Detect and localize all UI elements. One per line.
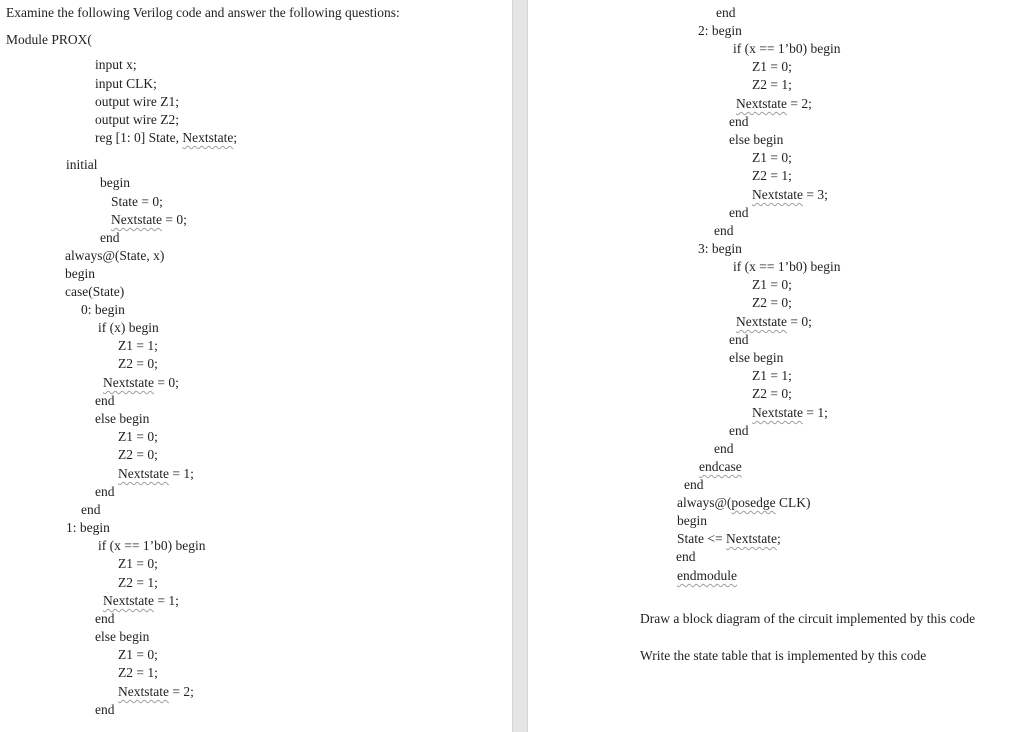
right-code-line: 2: begin [698, 23, 742, 38]
left-code-line: begin [100, 175, 130, 190]
right-code-line: Z1 = 1; [752, 368, 792, 383]
question-block-diagram: Draw a block diagram of the circuit implemented by this code [640, 611, 976, 626]
right-code-line: end [716, 5, 736, 20]
left-code-line: Z1 = 0; [118, 556, 158, 571]
left-code-line: end [95, 484, 115, 499]
right-code-line: Z2 = 0; [752, 386, 792, 401]
left-code-line: Examine the following Verilog code and answer the following questions: [6, 5, 400, 20]
right-code-line: Z2 = 0; [752, 295, 792, 310]
right-code-line: Z1 = 0; [752, 277, 792, 292]
left-code-line: if (x) begin [98, 320, 159, 335]
right-code-line [699, 458, 742, 476]
code-text: = 1; [802, 405, 828, 420]
right-code-line: else begin [729, 350, 784, 365]
right-code-line: begin [677, 513, 707, 528]
left-code-line: State = 0; [111, 194, 163, 209]
right-code-line: if (x == 1’b0) begin [733, 259, 841, 274]
left-code-line: 1: begin [66, 520, 110, 535]
right-code-line: end [684, 477, 704, 492]
spellcheck-flagged-word: Nextstate [736, 96, 787, 111]
left-code-line [95, 129, 237, 147]
spellcheck-flagged-word: Nextstate [725, 531, 777, 546]
left-code-line: 0: begin [81, 302, 125, 317]
right-code-line [736, 95, 812, 113]
code-text: = 1; [168, 466, 194, 481]
code-text: = 0; [161, 212, 187, 227]
right-code-line: end [729, 114, 749, 129]
right-code-line: 3: begin [698, 241, 742, 256]
right-code-line: else begin [729, 132, 784, 147]
spellcheck-flagged-word: Nextstate [103, 375, 154, 390]
code-text: = 2; [168, 684, 194, 699]
spellcheck-flagged-word: Nextstate [103, 593, 154, 608]
right-code-line: Z1 = 0; [752, 59, 792, 74]
left-code-line: end [81, 502, 101, 517]
right-code-line: end [729, 423, 749, 438]
left-code-line: Z2 = 1; [118, 665, 158, 680]
right-code-line: end [729, 205, 749, 220]
right-code-line [677, 567, 737, 585]
spellcheck-flagged-word: Nextstate [752, 187, 803, 202]
left-code-line: end [95, 393, 115, 408]
left-code-line: output wire Z2; [95, 112, 179, 127]
code-text: = 1; [153, 593, 179, 608]
spellcheck-flagged-word: posedge [731, 495, 776, 510]
left-code-line: Z1 = 0; [118, 429, 158, 444]
left-code-line [118, 683, 194, 701]
left-code-line [111, 211, 187, 229]
right-code-line: end [714, 223, 734, 238]
left-code-line: output wire Z1; [95, 94, 179, 109]
right-code-line: Z2 = 1; [752, 168, 792, 183]
code-text: = 3; [802, 187, 828, 202]
right-code-line: end [729, 332, 749, 347]
left-code-line: case(State) [65, 284, 125, 299]
code-text: = 0; [786, 314, 812, 329]
left-code-line: initial [66, 157, 98, 172]
right-code-line [752, 186, 828, 204]
left-code-line [118, 465, 194, 483]
left-code-line: end [100, 230, 120, 245]
code-text: reg [1: 0] State, [95, 130, 183, 145]
spellcheck-flagged-word: endmodule [677, 568, 737, 583]
code-text: State <= [677, 531, 726, 546]
right-code-line: Z2 = 1; [752, 77, 792, 92]
right-code-line: Z1 = 0; [752, 150, 792, 165]
left-code-line: Z2 = 1; [118, 575, 158, 590]
left-code-line: else begin [95, 411, 150, 426]
code-text: CLK) [775, 495, 811, 510]
right-code-line [736, 313, 812, 331]
right-code-line [677, 494, 811, 512]
left-code-line: end [95, 611, 115, 626]
left-code-line: input CLK; [95, 76, 157, 91]
left-code-line [103, 374, 179, 392]
left-code-line: Module PROX( [6, 32, 92, 47]
left-code-line: input x; [95, 57, 137, 72]
spellcheck-flagged-word: Nextstate [111, 212, 162, 227]
left-code-line: end [95, 702, 115, 717]
right-code-line [677, 530, 781, 548]
document-page-right [528, 0, 1024, 732]
question-state-table: Write the state table that is implemented by this code [640, 648, 927, 663]
left-code-line [103, 592, 179, 610]
code-text: ; [776, 531, 781, 546]
spellcheck-flagged-word: Nextstate [736, 314, 787, 329]
right-code-line: end [676, 549, 696, 564]
left-code-line: else begin [95, 629, 150, 644]
spellcheck-flagged-word: Nextstate [752, 405, 803, 420]
left-code-line: always@(State, x) [65, 248, 165, 263]
page-gutter [512, 0, 528, 732]
spellcheck-flagged-word: Nextstate [118, 466, 169, 481]
spellcheck-flagged-word: Nextstate [182, 130, 234, 145]
code-text: ; [233, 130, 238, 145]
left-code-line: Z2 = 0; [118, 447, 158, 462]
left-code-line: Z2 = 0; [118, 356, 158, 371]
spellcheck-flagged-word: Nextstate [118, 684, 169, 699]
left-code-line: begin [65, 266, 95, 281]
code-text: = 0; [153, 375, 179, 390]
left-code-line: if (x == 1’b0) begin [98, 538, 206, 553]
code-text: = 2; [786, 96, 812, 111]
right-code-line: if (x == 1’b0) begin [733, 41, 841, 56]
left-code-line: Z1 = 1; [118, 338, 158, 353]
code-text: always@( [677, 495, 732, 510]
spellcheck-flagged-word: endcase [699, 459, 742, 474]
right-code-line [752, 404, 828, 422]
left-code-line: Z1 = 0; [118, 647, 158, 662]
right-code-line: end [714, 441, 734, 456]
